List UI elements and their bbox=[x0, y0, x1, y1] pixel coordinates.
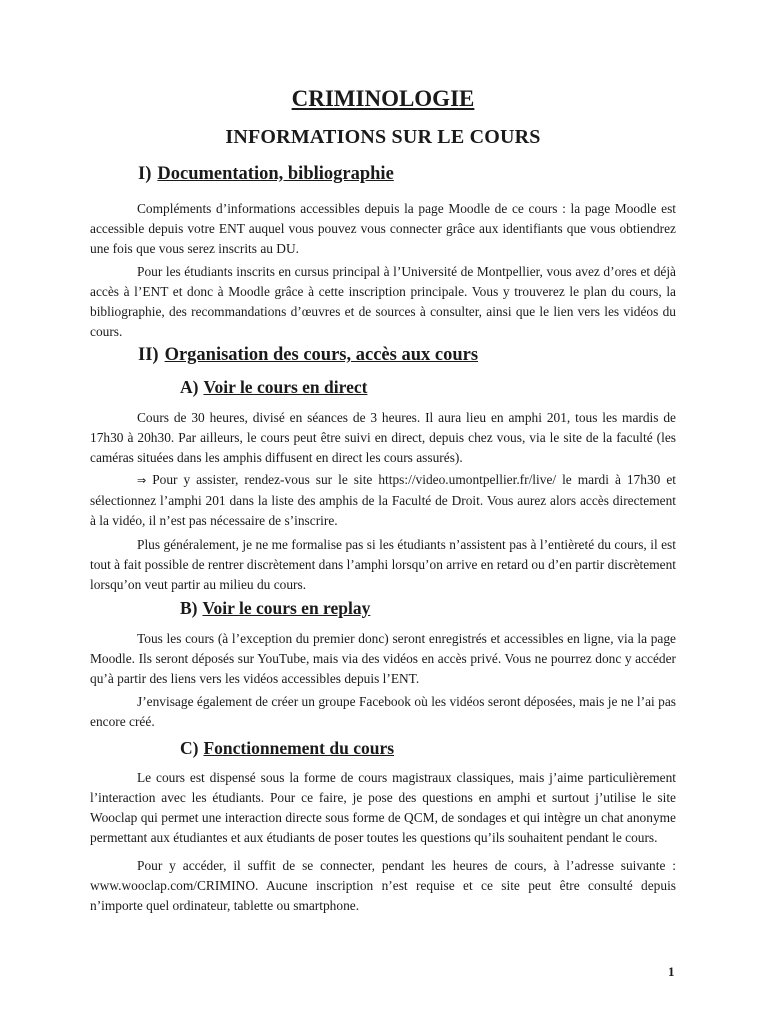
section-1-paragraph-2: Pour les étudiants inscrits en cursus principal à l’Université de Montpellier, vous avez d’ores et déjà accès à l’ENT et donc à Moodle grâce à cette inscription principale. Vous y trouverez le plan du cours, la bibliographie, des recommandations d’œuvres et de sources à consulter, ainsi que le lien vers les vidéos du cours. bbox=[90, 264, 676, 339]
section-2-title: Organisation des cours, accès aux cours bbox=[164, 345, 479, 365]
section-2-number: II) bbox=[138, 345, 159, 365]
section-1-paragraph-1: Compléments d’informations accessibles depuis la page Moodle de ce cours : la page Moodle est accessible depuis votre ENT auquel vous pouvez vous connecter grâce aux identifiants que vous obtiendrez une fois que vous serez inscrits au DU. bbox=[90, 201, 676, 256]
subsection-c-paragraph-2: Pour y accéder, il suffit de se connecter, pendant les heures de cours, à l’adresse suivante : www.wooclap.com/CRIMINO. Aucune inscription n’est requise et ce site peut être consulté depuis n’importe quel ordinateur, tablette ou smartphone. bbox=[90, 858, 676, 913]
page-number: 1 bbox=[668, 964, 675, 979]
subsection-a-paragraph-1: Cours de 30 heures, divisé en séances de 3 heures. Il aura lieu en amphi 201, tous les mardis de 17h30 à 20h30. Par ailleurs, le cours peut être suivi en direct, depuis chez vous, via le site de la faculté (les caméras situées dans les amphis diffusent en direct les cours assurés). bbox=[90, 410, 676, 465]
subsection-b-number: B) bbox=[180, 598, 198, 618]
subsection-a-paragraph-3: Plus généralement, je ne me formalise pas si les étudiants n’assistent pas à l’entièreté du cours, il est tout à fait possible de rentrer discrètement dans l’amphi lorsqu’on arrive en retard ou d’en partir discrètement lorsqu’on veut partir au milieu du cours. bbox=[90, 537, 676, 592]
subsection-c-heading bbox=[180, 738, 394, 759]
document-title: CRIMINOLOGIE bbox=[291, 86, 475, 111]
section-2-heading bbox=[138, 345, 478, 366]
subsection-b-paragraph-2: J’envisage également de créer un groupe Facebook où les vidéos seront déposées, mais je ne l’ai pas encore créé. bbox=[90, 694, 676, 729]
arrow-right-icon: ⇒ bbox=[137, 474, 147, 487]
subsection-b-heading bbox=[180, 598, 370, 619]
subsection-b-paragraph-1: Tous les cours (à l’exception du premier donc) seront enregistrés et accessibles en ligne, via la page Moodle. Ils seront déposés sur YouTube, mais via des vidéos en accès privé. Vous ne pourrez donc y accéder qu’à partir des liens vers les vidéos accessibles depuis l’ENT. bbox=[90, 631, 676, 686]
subsection-c-number: C) bbox=[180, 738, 199, 758]
subsection-a-paragraph-2-text: Pour y assister, rendez-vous sur le site https://video.umontpellier.fr/live/ le mardi à 17h30 et sélectionnez l’amphi 201 dans la liste des amphis de la Faculté de Droit. Vous aurez alors accès directement à la vidéo, il n’est pas nécessaire de s’inscrire. bbox=[90, 472, 676, 528]
subsection-c-title: Fonctionnement du cours bbox=[203, 738, 395, 758]
subsection-a-title: Voir le cours en direct bbox=[203, 377, 368, 397]
subsection-a-paragraph-2 bbox=[90, 470, 676, 531]
section-1-number: I) bbox=[138, 164, 152, 184]
section-1-heading bbox=[138, 164, 394, 185]
document-subtitle: INFORMATIONS SUR LE COURS bbox=[225, 126, 541, 148]
subsection-a-number: A) bbox=[180, 377, 199, 397]
section-1-title: Documentation, bibliographie bbox=[157, 164, 394, 184]
subsection-c-paragraph-1: Le cours est dispensé sous la forme de cours magistraux classiques, mais j’aime particulièrement l’interaction avec les étudiants. Pour ce faire, je pose des questions en amphi et surtout j’utilise le site Wooclap qui permet une interaction directe sous forme de QCM, de sondages et qui intègre un chat anonyme permettant aux étudiantes et aux étudiants de poser toutes les questions qu’ils souhaitent pendant le cours. bbox=[90, 770, 676, 845]
subsection-a-heading bbox=[180, 377, 367, 398]
subsection-b-title: Voir le cours en replay bbox=[202, 598, 371, 618]
